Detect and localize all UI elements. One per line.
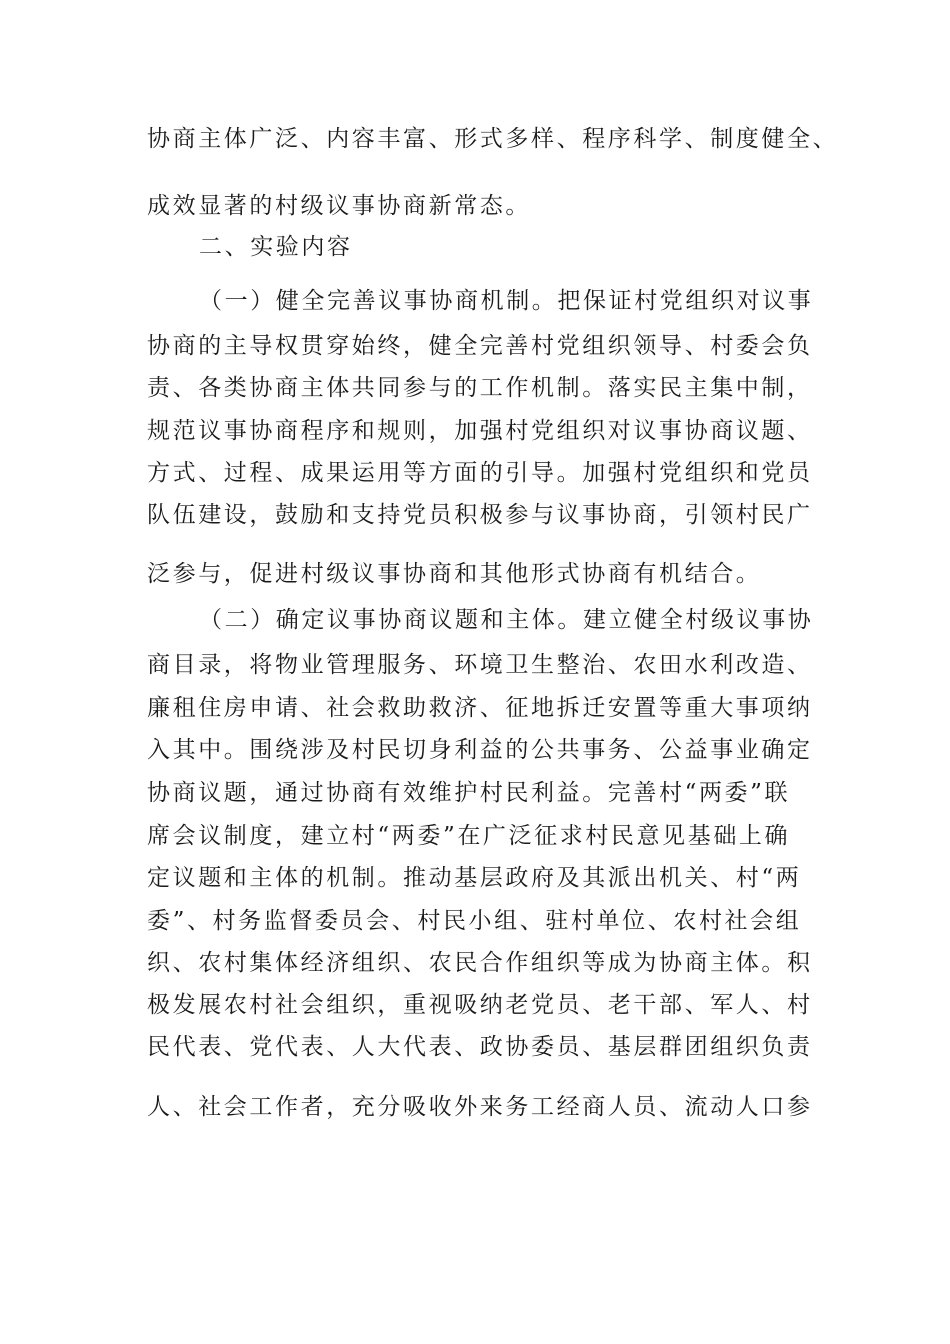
paragraph-line: 方式、过程、成果运用等方面的引导。加强村党组织和党员 [147, 460, 813, 486]
section-heading: 二、实验内容 [199, 234, 353, 260]
paragraph-line: 委”、村务监督委员会、村民小组、驻村单位、农村社会组 [147, 908, 802, 934]
paragraph-line: 商目录，将物业管理服务、环境卫生整治、农田水利改造、 [147, 652, 813, 678]
paragraph-line: 泛参与，促进村级议事协商和其他形式协商有机结合。 [147, 561, 762, 587]
paragraph-line: 协商主体广泛、内容丰富、形式多样、程序科学、制度健全、 [147, 126, 839, 152]
paragraph-line: 责、各类协商主体共同参与的工作机制。落实民主集中制， [147, 375, 813, 401]
paragraph-line: 队伍建设，鼓励和支持党员积极参与议事协商，引领村民广 [147, 502, 813, 528]
paragraph-line: 定议题和主体的机制。推动基层政府及其派出机关、村“两 [147, 865, 802, 891]
paragraph-line: 民代表、党代表、人大代表、政协委员、基层群团组织负责 [147, 1034, 813, 1060]
paragraph-line: 席会议制度，建立村“两委”在广泛征求村民意见基础上确 [147, 823, 791, 849]
paragraph-line: 织、农村集体经济组织、农民合作组织等成为协商主体。积 [147, 950, 813, 976]
paragraph-line: （二）确定议事协商议题和主体。建立健全村级议事协 [199, 607, 814, 633]
paragraph-line: 协商的主导权贯穿始终，健全完善村党组织领导、村委会负 [147, 333, 813, 359]
paragraph-line: 人、社会工作者，充分吸收外来务工经商人员、流动人口参 [147, 1094, 813, 1120]
paragraph-line: 极发展农村社会组织，重视吸纳老党员、老干部、军人、村 [147, 992, 813, 1018]
paragraph-line: 协商议题，通过协商有效维护村民利益。完善村“两委”联 [147, 780, 791, 806]
paragraph-line: 廉租住房申请、社会救助救济、征地拆迁安置等重大事项纳 [147, 695, 813, 721]
paragraph-line: 入其中。围绕涉及村民切身利益的公共事务、公益事业确定 [147, 737, 813, 763]
paragraph-line: 规范议事协商程序和规则，加强村党组织对议事协商议题、 [147, 418, 813, 444]
paragraph-line: （一）健全完善议事协商机制。把保证村党组织对议事 [199, 288, 814, 314]
paragraph-line: 成效显著的村级议事协商新常态。 [147, 193, 531, 219]
